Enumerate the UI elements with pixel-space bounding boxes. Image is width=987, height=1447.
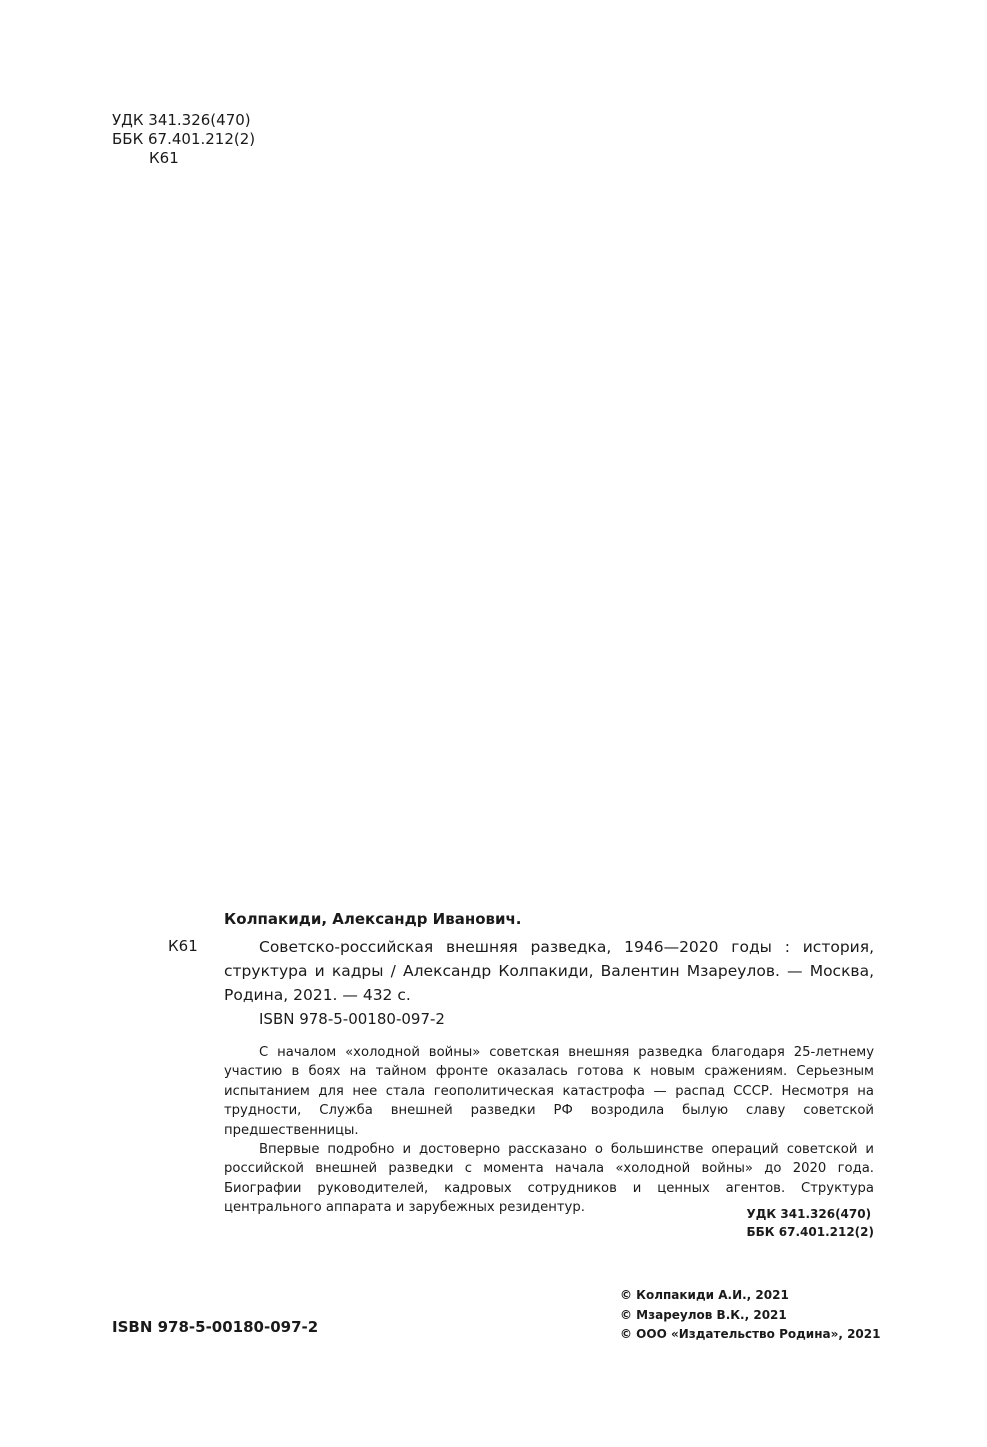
card-title-entry: Советско-российская внешняя разведка, 1946—2020 годы : история, структура и кадры / Александр Колпакиди, Валентин Мзареулов. — Москва, Родина, 2021. — 432 с. (224, 938, 874, 1004)
bottom-isbn: ISBN 978-5-00180-097-2 (112, 1318, 319, 1336)
card-udk-code: УДК 341.326(470) (746, 1207, 872, 1221)
card-bbk-code: ББК 67.401.212(2) (746, 1225, 874, 1239)
bbk-code: ББК 67.401.212(2) (112, 130, 256, 148)
author-mark: К61 (149, 149, 179, 167)
copyright-line-2: © Мзареулов В.К., 2021 (620, 1307, 787, 1322)
card-isbn: ISBN 978-5-00180-097-2 (259, 1010, 445, 1028)
copyright-block (620, 1286, 880, 1345)
card-annotation (224, 1043, 874, 1218)
udk-code: УДК 341.326(470) (112, 111, 251, 129)
card-author-heading: Колпакиди, Александр Иванович. (224, 910, 522, 928)
annotation-paragraph-2: Впервые подробно и достоверно рассказано о большинстве операций советской и российской внешней разведки с момента начала «холодной войны» до 2020 года. Биографии руководителей, кадровых сотрудников и ценных агентов. Структура центрального аппарата и зарубежных резидентур. (224, 1142, 874, 1216)
classification-codes-card (746, 1205, 874, 1241)
annotation-paragraph-1: С началом «холодной войны» советская внешняя разведка благодаря 25-летнему участию в боях на тайном фронте оказалась готова к новым сражениям. Серьезным испытанием для нее стала геополитическая катастрофа — распад СССР. Несмотря на трудности, Служба внешней разведки РФ возродила былую славу советской предшественницы. (224, 1045, 874, 1138)
copyright-line-1: © Колпакиди А.И., 2021 (620, 1288, 789, 1302)
copyright-line-3: © ООО «Издательство Родина», 2021 (620, 1327, 881, 1341)
card-author-mark: К61 (168, 937, 198, 955)
classification-codes-top (112, 111, 255, 168)
